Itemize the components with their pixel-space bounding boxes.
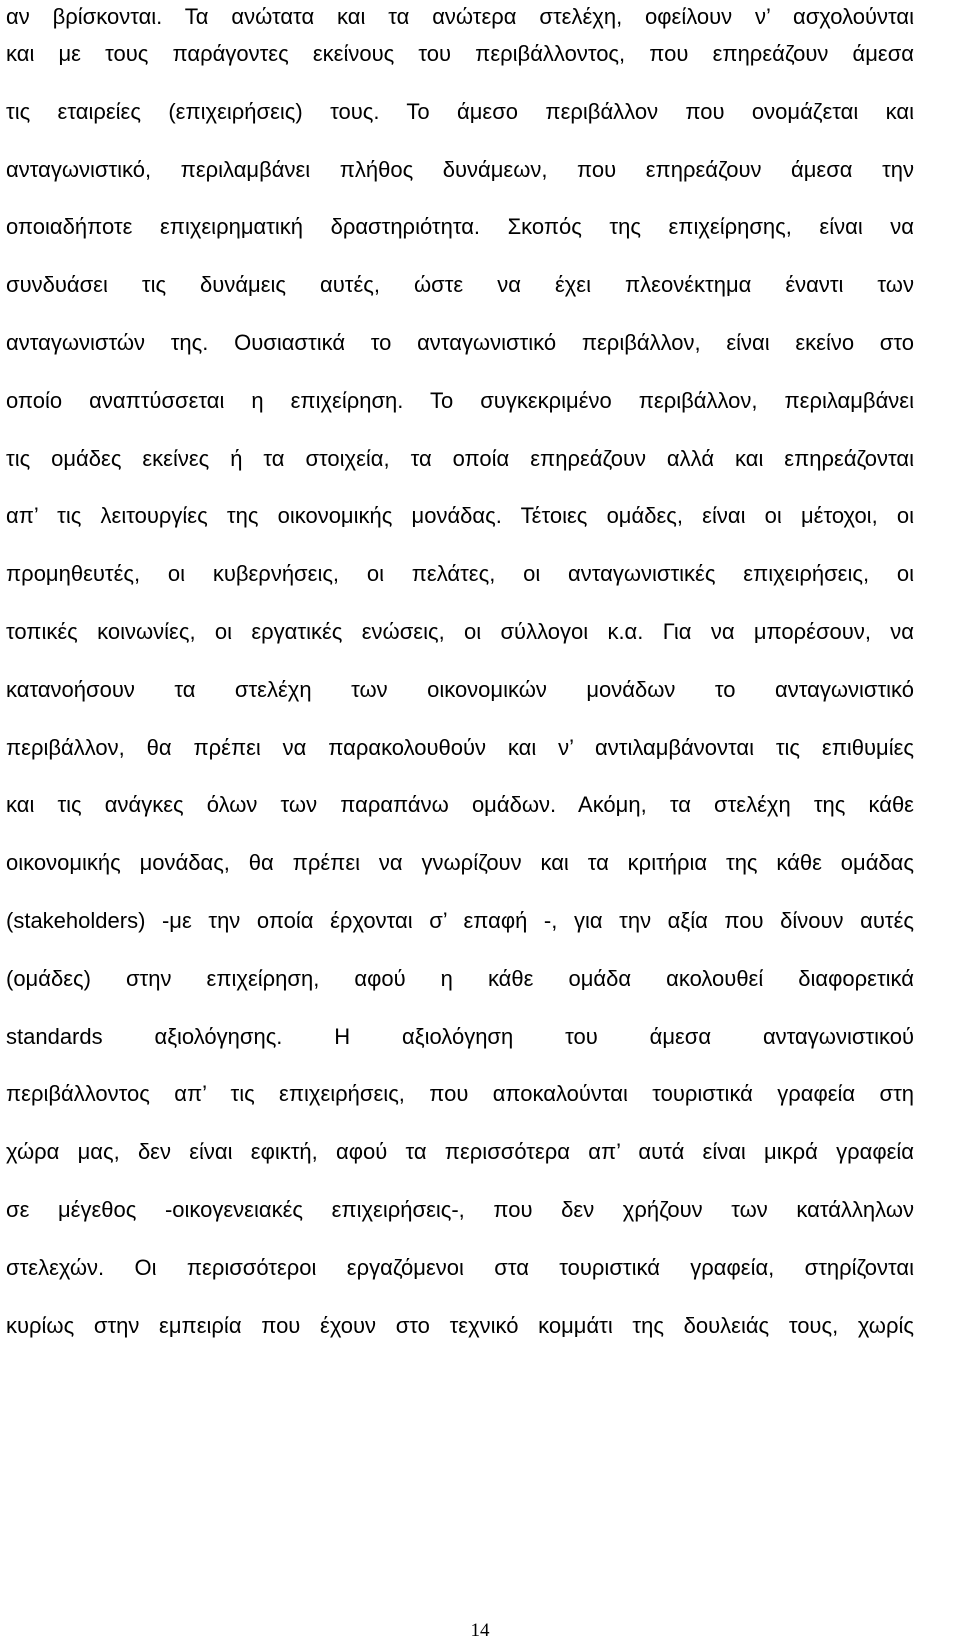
text-line: στελεχών. Οι περισσότεροι εργαζόμενοι στα τουριστικά γραφεία, στηρίζονται — [6, 1254, 914, 1280]
text-line: τις εταιρείες (επιχειρήσεις) τους. Το άμεσο περιβάλλον που ονομάζεται και — [6, 98, 914, 124]
text-line: ανταγωνιστικό, περιλαμβάνει πλήθος δυνάμεων, που επηρεάζουν άμεσα την — [6, 156, 914, 182]
text-line: οποίο αναπτύσσεται η επιχείρηση. Το συγκεκριμένο περιβάλλον, περιλαμβάνει — [6, 387, 914, 413]
text-line: οποιαδήποτε επιχειρηματική δραστηριότητα. Σκοπός της επιχείρησης, είναι να — [6, 214, 914, 240]
text-line: και τις ανάγκες όλων των παραπάνω ομάδων. Ακόμη, τα στελέχη της κάθε — [6, 792, 914, 818]
text-line: κυρίως στην εμπειρία που έχουν στο τεχνικό κομμάτι της δουλειάς τους, χωρίς — [6, 1312, 914, 1338]
text-line: (ομάδες) στην επιχείρηση, αφού η κάθε ομάδα ακολουθεί διαφορετικά — [6, 965, 914, 991]
text-line: συνδυάσει τις δυνάμεις αυτές, ώστε να έχει πλεονέκτημα έναντι των — [6, 272, 914, 298]
text-line: προμηθευτές, οι κυβερνήσεις, οι πελάτες, οι ανταγωνιστικές επιχειρήσεις, οι — [6, 561, 914, 587]
text-line: περιβάλλοντος απ’ τις επιχειρήσεις, που αποκαλούνται τουριστικά γραφεία στη — [6, 1081, 914, 1107]
text-line: και με τους παράγοντες εκείνους του περιβάλλοντος, που επηρεάζουν άμεσα — [6, 41, 914, 66]
text-line: απ’ τις λειτουργίες της οικονομικής μονάδας. Τέτοιες ομάδες, είναι οι μέτοχοι, οι — [6, 503, 914, 529]
text-line: (stakeholders) -με την οποία έρχονται σ’ επαφή -, για την αξία που δίνουν αυτές — [6, 907, 914, 933]
text-line: τις ομάδες εκείνες ή τα στοιχεία, τα οποία επηρεάζουν αλλά και επηρεάζονται — [6, 445, 914, 471]
text-line: κατανοήσουν τα στελέχη των οικονομικών μονάδων το ανταγωνιστικό — [6, 676, 914, 702]
text-line: οικονομικής μονάδας, θα πρέπει να γνωρίζουν και τα κριτήρια της κάθε ομάδας — [6, 850, 914, 876]
body-text — [6, 0, 914, 1363]
page-number: 14 — [470, 1620, 490, 1641]
text-line: standards αξιολόγησης. Η αξιολόγηση του άμεσα ανταγωνιστικού — [6, 1023, 914, 1049]
text-line: χώρα μας, δεν είναι εφικτή, αφού τα περισσότερα απ’ αυτά είναι μικρά γραφεία — [6, 1139, 914, 1165]
text-line: σε μέγεθος -οικογενειακές επιχειρήσεις-, που δεν χρήζουν των κατάλληλων — [6, 1196, 914, 1222]
text-line: περιβάλλον, θα πρέπει να παρακολουθούν και ν’ αντιλαμβάνονται τις επιθυμίες — [6, 734, 914, 760]
text-line: ανταγωνιστών της. Ουσιαστικά το ανταγωνιστικό περιβάλλον, είναι εκείνο στο — [6, 329, 914, 355]
text-line: τοπικές κοινωνίες, οι εργατικές ενώσεις, οι σύλλογοι κ.α. Για να μπορέσουν, να — [6, 618, 914, 644]
text-line: αν βρίσκονται. Τα ανώτατα και τα ανώτερα στελέχη, οφείλουν ν’ ασχολούνται — [6, 4, 914, 29]
